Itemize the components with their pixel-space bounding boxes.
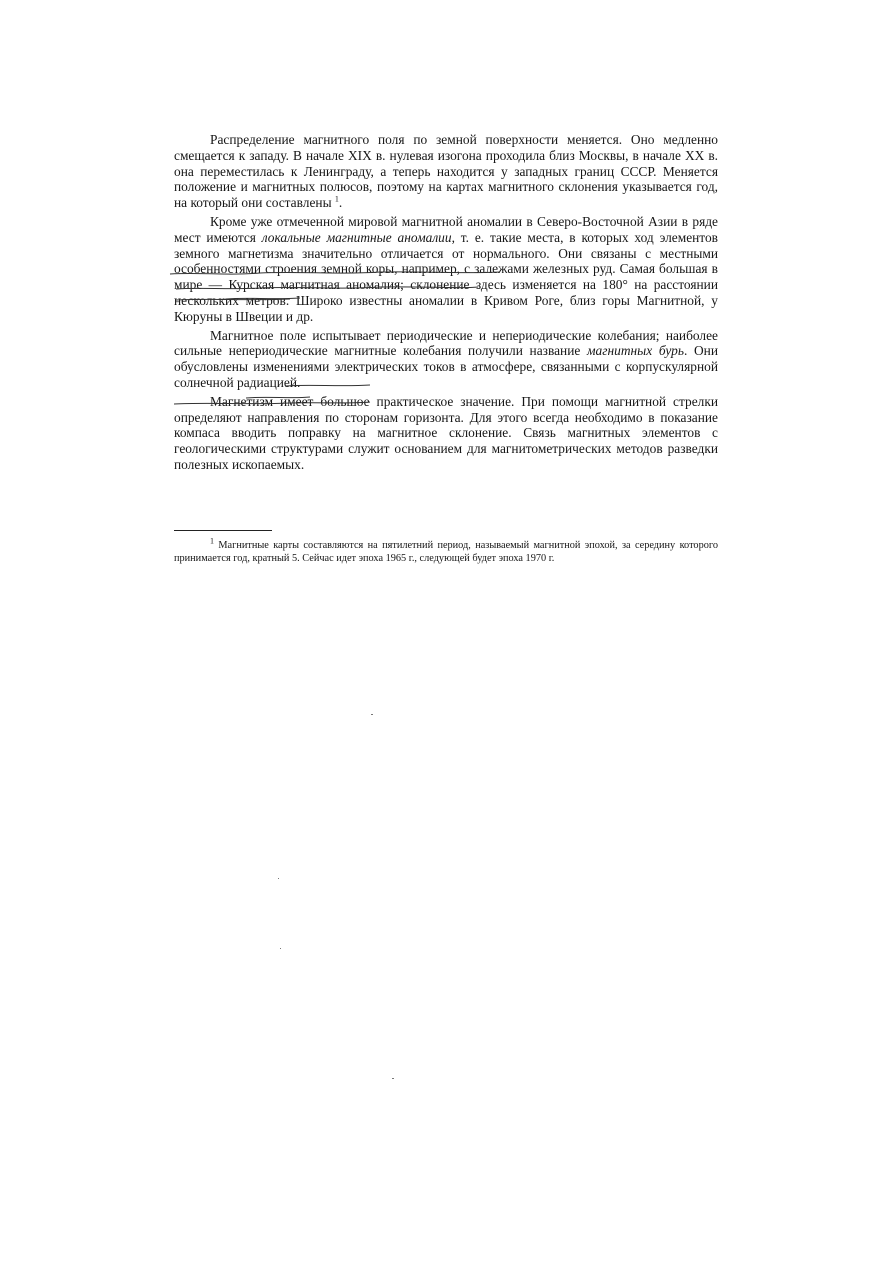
paragraph-2-after: , т. е. такие места, в которых ход элементов земного магнетизма значительно отличается от нормального. Они связаны с местными особенностями строения земной коры, например, с залежами железных руд. Самая большая в мире — Курская магнитная аномалия; склонение здесь изменяется на 180° на расстоянии нескольких метров. Широко известны аномалии в Кривом Роге, близ горы Магнитной, у Кюруны в Швеции и др. xyxy=(174,229,718,324)
paragraph-3-after: . Они обусловлены изменениями электрических токов в атмосфере, связанными с корпускулярной солнечной радиацией. xyxy=(174,343,718,390)
footnote-separator xyxy=(174,530,272,531)
paragraph-3-before: Магнитное поле испытывает периодические и непериодические колебания; наиболее сильные непериодические магнитные колебания получили название xyxy=(174,327,718,359)
scan-speck xyxy=(278,878,279,879)
term-magnetic-storms: магнитных бурь xyxy=(587,343,684,359)
paragraph-1 xyxy=(174,132,718,211)
paragraph-1-end: . xyxy=(338,195,343,211)
scan-speck xyxy=(392,1078,394,1079)
paragraph-4 xyxy=(174,394,718,473)
paragraph-1-text: Распределение магнитного поля по земной поверхности меняется. Оно медленно смещается к западу. В начале XIX в. нулевая изогона проходила близ Москвы, в начале XX в. она переместилась к Ленинграду, а теперь находится у западных границ СССР. Меняется положение и магнитных полюсов, поэтому на картах магнитного склонения указывается год, на который они составлены xyxy=(174,132,718,211)
footnote-marker: 1 xyxy=(210,536,214,546)
footnote-text: Магнитные карты составляются на пятилетний период, называемый магнитной эпохой, за середину которого принимается год, кратный 5. Сейчас идет эпоха 1965 г., следующей будет эпоха 1970 г. xyxy=(174,540,718,564)
paragraph-2 xyxy=(174,214,718,325)
scan-speck xyxy=(371,714,373,715)
paragraph-4-text: Магнетизм имеет большое практическое значение. При помощи магнитной стрелки определяют направления по сторонам горизонта. Для этого всегда необходимо в показание компаса вводить поправку на магнитное склонение. Связь магнитных элементов с геологическими структурами служит основанием для магнитометрических методов разведки полезных ископаемых. xyxy=(174,393,718,472)
footnote-reference: 1 xyxy=(334,194,339,204)
term-local-anomalies: локальные магнитные аномалии xyxy=(261,229,452,245)
paragraph-2-before: Кроме уже отмеченной мировой магнитной аномалии в Северо-Восточной Азии в ряде мест имеются xyxy=(174,213,718,245)
paragraph-3 xyxy=(174,328,718,391)
scan-speck xyxy=(280,948,281,949)
footnote xyxy=(174,536,718,565)
body-text xyxy=(174,132,718,476)
